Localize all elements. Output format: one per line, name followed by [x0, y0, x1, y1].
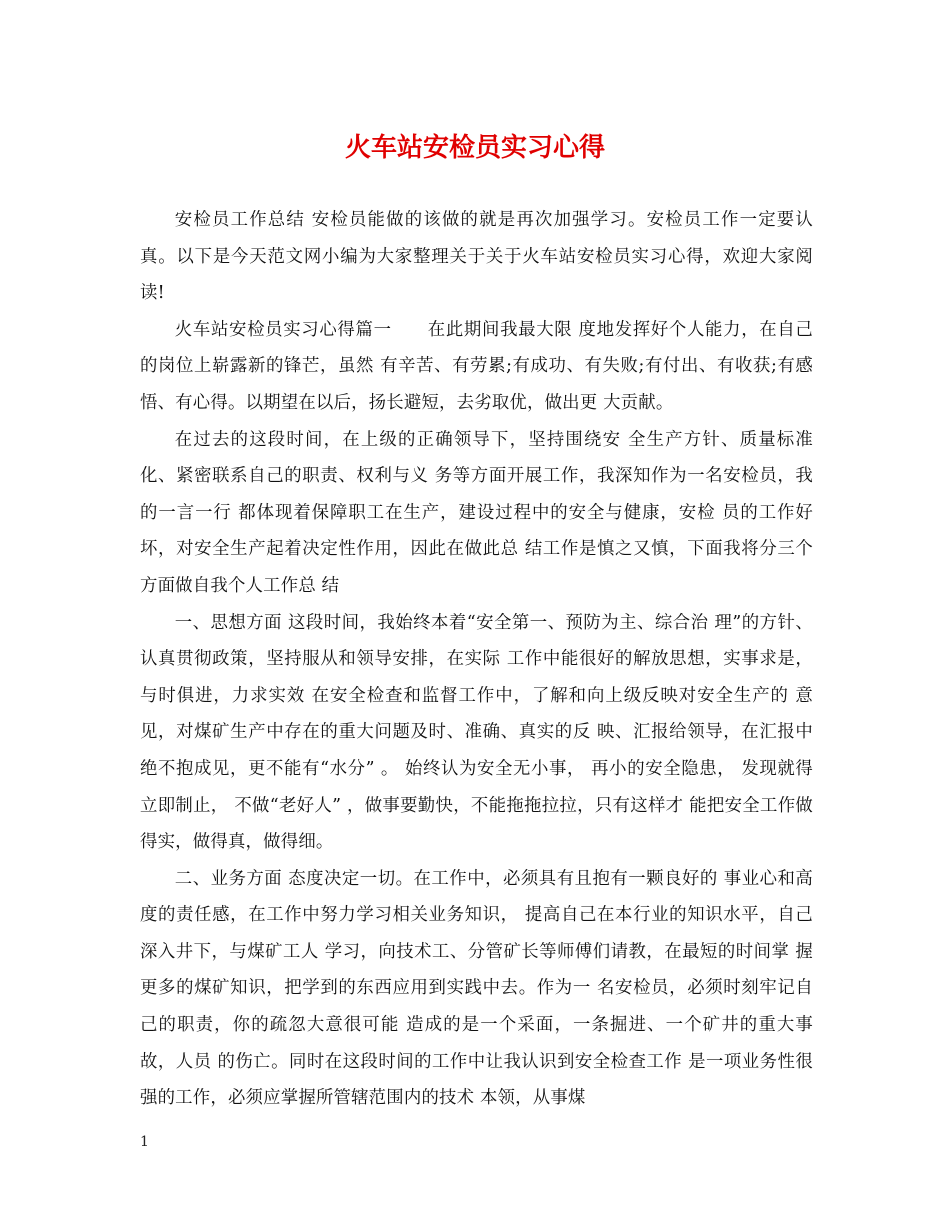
document-body [140, 202, 813, 1117]
paragraph-thinking: 一、思想方面 这段时间，我始终本着“安全第一、预防为主、综合治 理”的方针、认真贯彻政策，坚持服从和领导安排，在实际 工作中能很好的解放思想，实事求是，与时俱进，力求实效 在安全检查和监督工作中，了解和向上级反映对安全生产的 意见，对煤矿生产中存在的重大问题及时、准确、真实的反 映、汇报给领导，在汇报中绝不抱成见，更不能有“水分” 。 始终认为安全无小事， 再小的安全隐患， 发现就得立即制止， 不做“老好人” ，做事要勤快，不能拖拖拉拉，只有这样才 能把安全工作做得实，做得真，做得细。 [140, 612, 813, 853]
paragraph-intro: 安检员工作总结 安检员能做的该做的就是再次加强学习。安检员工作一定要认真。以下是今天范文网小编为大家整理关于关于火车站安检员实习心得，欢迎大家阅读! [140, 210, 813, 304]
page-number: 1 [140, 1134, 149, 1150]
document-title: 火车站安检员实习心得 [344, 133, 605, 163]
paragraph-business: 二、业务方面 态度决定一切。在工作中，必须具有且抱有一颗良好的 事业心和高度的责任感，在工作中努力学习相关业务知识， 提高自己在本行业的知识水平，自己深入井下，与煤矿工人 学习，向技术工、分管矿长等师傅们请教，在最短的时间掌 握更多的煤矿知识，把学到的东西应用到实践中去。作为一 名安检员，必须时刻牢记自己的职责，你的疏忽大意很可能 造成的是一个采面，一条掘进、一个矿井的重大事故，人员 的伤亡。同时在这段时间的工作中让我认识到安全检查工作 是一项业务性很强的工作，必须应掌握所管辖范围内的技术 本领，从事煤 [140, 868, 813, 1109]
paragraph-past-work: 在过去的这段时间，在上级的正确领导下，坚持围绕安 全生产方针、质量标准化、紧密联系自己的职责、权利与义 务等方面开展工作，我深知作为一名安检员，我的一言一行 都体现着保障职工在生产，建设过程中的安全与健康，安检 员的工作好坏，对安全生产起着决定性作用，因此在做此总 结工作是慎之又慎，下面我将分三个方面做自我个人工作总 结 [140, 429, 813, 596]
paragraph-part-one: 火车站安检员实习心得篇一 在此期间我最大限 度地发挥好个人能力，在自己的岗位上崭露新的锋芒，虽然 有辛苦、有劳累;有成功、有失败;有付出、有收获;有感 悟、有心得。以期望在以后，扬长避短，去劣取优，做出更 大贡献。 [140, 319, 813, 413]
